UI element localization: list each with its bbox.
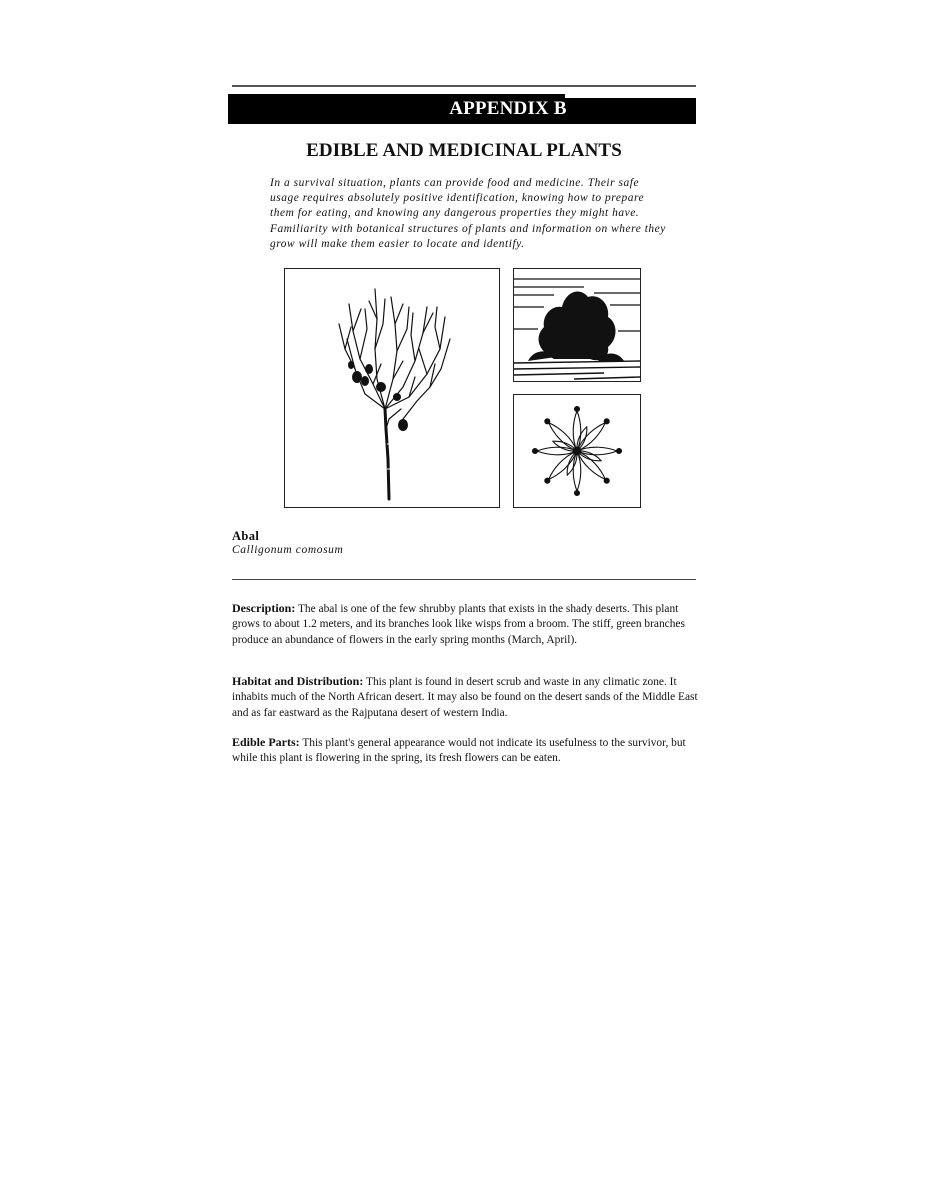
description-text: The abal is one of the few shrubby plants that exists in the shady deserts. This plant grows to about 1.2 meters, and its branches look like wisps from a broom. The stiff, green branches produce an abundance of flowers in the early spring months (March, April). xyxy=(232,603,685,646)
appendix-banner xyxy=(228,94,696,124)
edible-parts-label: Edible Parts: xyxy=(232,735,300,749)
shrub-habitat-icon xyxy=(514,269,640,381)
habitat-label: Habitat and Distribution: xyxy=(232,674,364,688)
abal-flower-figure xyxy=(513,394,641,508)
description-paragraph xyxy=(232,601,702,648)
edible-parts-paragraph xyxy=(232,735,702,767)
description-label: Description: xyxy=(232,601,296,615)
flower-drawing-icon xyxy=(514,395,640,507)
habitat-text: This plant is found in desert scrub and waste in any climatic zone. It inhabits much of the North African desert. It may also be found on the desert sands of the Middle East and as far eastward as the Rajputana desert of western India. xyxy=(232,676,698,719)
intro-paragraph: In a survival situation, plants can provide food and medicine. Their safe usage requires absolutely positive identification, knowing how to prepare them for eating, and knowing any dangerous properties they might have. Familiarity with botanical structures of plants and information on where they grow will make them easier to locate and identify. xyxy=(270,177,666,250)
top-rule xyxy=(232,85,696,87)
section-divider xyxy=(232,579,696,580)
edible-parts-text: This plant's general appearance would not indicate its usefulness to the survivor, but while this plant is flowering in the spring, its fresh flowers can be eaten. xyxy=(232,737,686,765)
abal-branch-figure xyxy=(284,268,500,508)
plant-common-name: Abal xyxy=(232,529,260,543)
page-title: EDIBLE AND MEDICINAL PLANTS xyxy=(306,140,622,161)
abal-habitat-figure xyxy=(513,268,641,382)
branch-drawing-icon xyxy=(285,269,499,507)
banner-title: APPENDIX B xyxy=(449,98,567,119)
plant-scientific-name: Calligonum comosum xyxy=(232,544,344,556)
habitat-paragraph xyxy=(232,674,702,721)
